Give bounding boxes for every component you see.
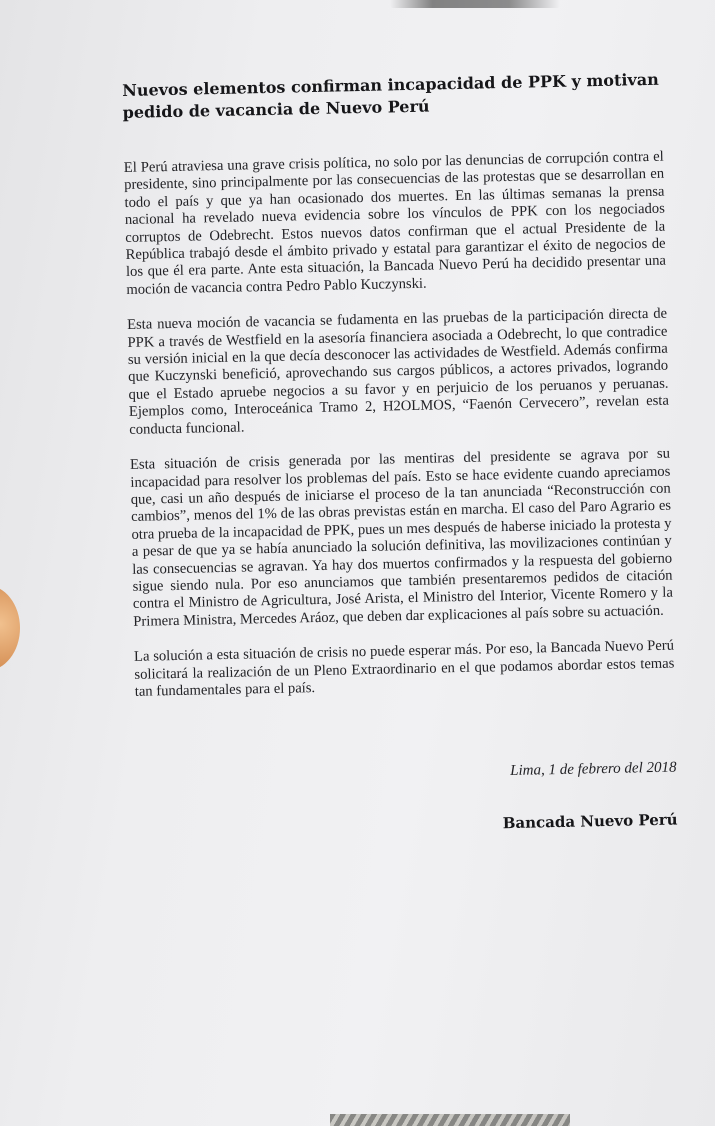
paragraph-crisis: El Perú atraviesa una grave crisis política, no solo por las denuncias de corrupción contra el presidente, sino principalmente por las consecuencias de las protestas que se desarrollan en todo el país y que ya han ocasionado dos muertes. En las últimas semanas la prensa nacional ha revelado nueva evidencia sobre los vínculos de PPK con los negociados corruptos de Odebrecht. Estos nuevos datos confirman que el actual Presidente de la República trabajó desde el ámbito privado y estatal para garantizar el éxito de negocios de los que él era parte. Ante esta situación, la Bancada Nuevo Perú ha decidido presentar una moción de vacancia contra Pedro Pablo Kuczynski.: [123, 148, 667, 298]
document-content: [122, 69, 678, 841]
thumb-at-edge: [0, 585, 20, 671]
document-title: Nuevos elementos confirman incapacidad de PPK y motivan pedido de vacancia de Nuevo Perú: [122, 69, 659, 122]
document-signature: Bancada Nuevo Perú: [502, 810, 678, 833]
paragraph-solution: La solución a esta situación de crisis no puede esperar más. Por eso, la Bancada Nuevo Perú solicitará la realización de un Pleno Extraordinario en el que podamos abordar estos temas tan fundamentales para el país.: [133, 637, 675, 700]
top-paper-scrap: [390, 0, 560, 8]
bottom-paper-scrap: [330, 1114, 570, 1126]
paragraph-motion: Esta nueva moción de vacancia se fudamenta en las pruebas de la participación directa de PPK a través de Westfield en la asesoría financiera asociada a Odebrecht, lo que contradice su versión inicial en la que decía desconocer las actividades de Westfield. Además confirma que Kuczynski benefició, aprovechando sus cargos públicos, a actores privados, logrando que el Estado apruebe negocios a su favor y en perjuicio de los peruanos y peruanas. Ejemplos como, Interoceánica Tramo 2, H2OLMOS, “Faenón Cervecero”, revelan esta conducta funcional.: [126, 305, 670, 438]
document-date: Lima, 1 de febrero del 2018: [510, 759, 677, 780]
paragraph-incapacity: Esta situación de crisis generada por las mentiras del presidente se agrava por su incapacidad para resolver los problemas del país. Esto se hace evidente cuando apreciamos que, casi un año después de iniciarse el proceso de la tan anunciada “Reconstrucción con cambios”, menos del 1% de las obras previstas están en marcha. El caso del Paro Agrario es otra prueba de la incapacidad de PPK, pues un mes después de haberse iniciado la protesta y a pesar de que ya se había anunciado la solución definitiva, las movilizaciones continúan y las consecuencias se agravan. Ya hay dos muertos confirmados y la respuesta del gobierno sigue siendo nula. Por eso anunciamos que también presentaremos pedidos de citación contra el Ministro de Agricultura, José Arista, el Ministro del Interior, Vicente Romero y la Primera Ministra, Mercedes Aráoz, que deben dar explicaciones al país sobre su actuación.: [129, 445, 674, 630]
